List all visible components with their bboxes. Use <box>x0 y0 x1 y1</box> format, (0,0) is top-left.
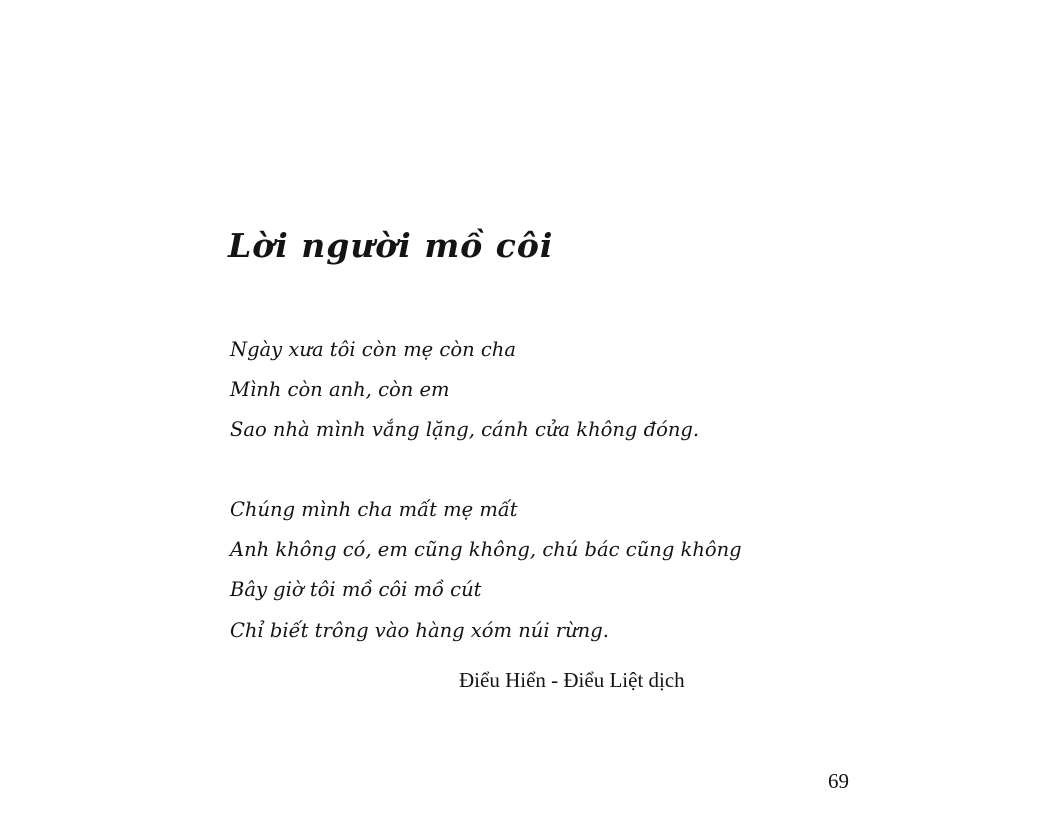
poem-line: Ngày xưa tôi còn mẹ còn cha <box>230 338 516 361</box>
poem-line: Chúng mình cha mất mẹ mất <box>230 498 518 521</box>
poem-stanza-2 <box>230 490 742 651</box>
poem-author-credit: Điểu Hiển - Điểu Liệt dịch <box>459 668 685 692</box>
poem-stanza-1 <box>230 330 699 451</box>
poem-line: Chỉ biết trông vào hàng xóm núi rừng. <box>230 618 609 642</box>
poem-line: Mình còn anh, còn em <box>230 378 450 402</box>
poem-line: Anh không có, em cũng không, chú bác cũng không <box>230 538 742 562</box>
page-number: 69 <box>828 769 849 793</box>
poem-line: Bây giờ tôi mồ côi mồ cút <box>230 578 482 602</box>
poem-title: Lời người mồ côi <box>228 226 554 265</box>
poem-line: Sao nhà mình vắng lặng, cánh cửa không đóng. <box>230 418 700 442</box>
